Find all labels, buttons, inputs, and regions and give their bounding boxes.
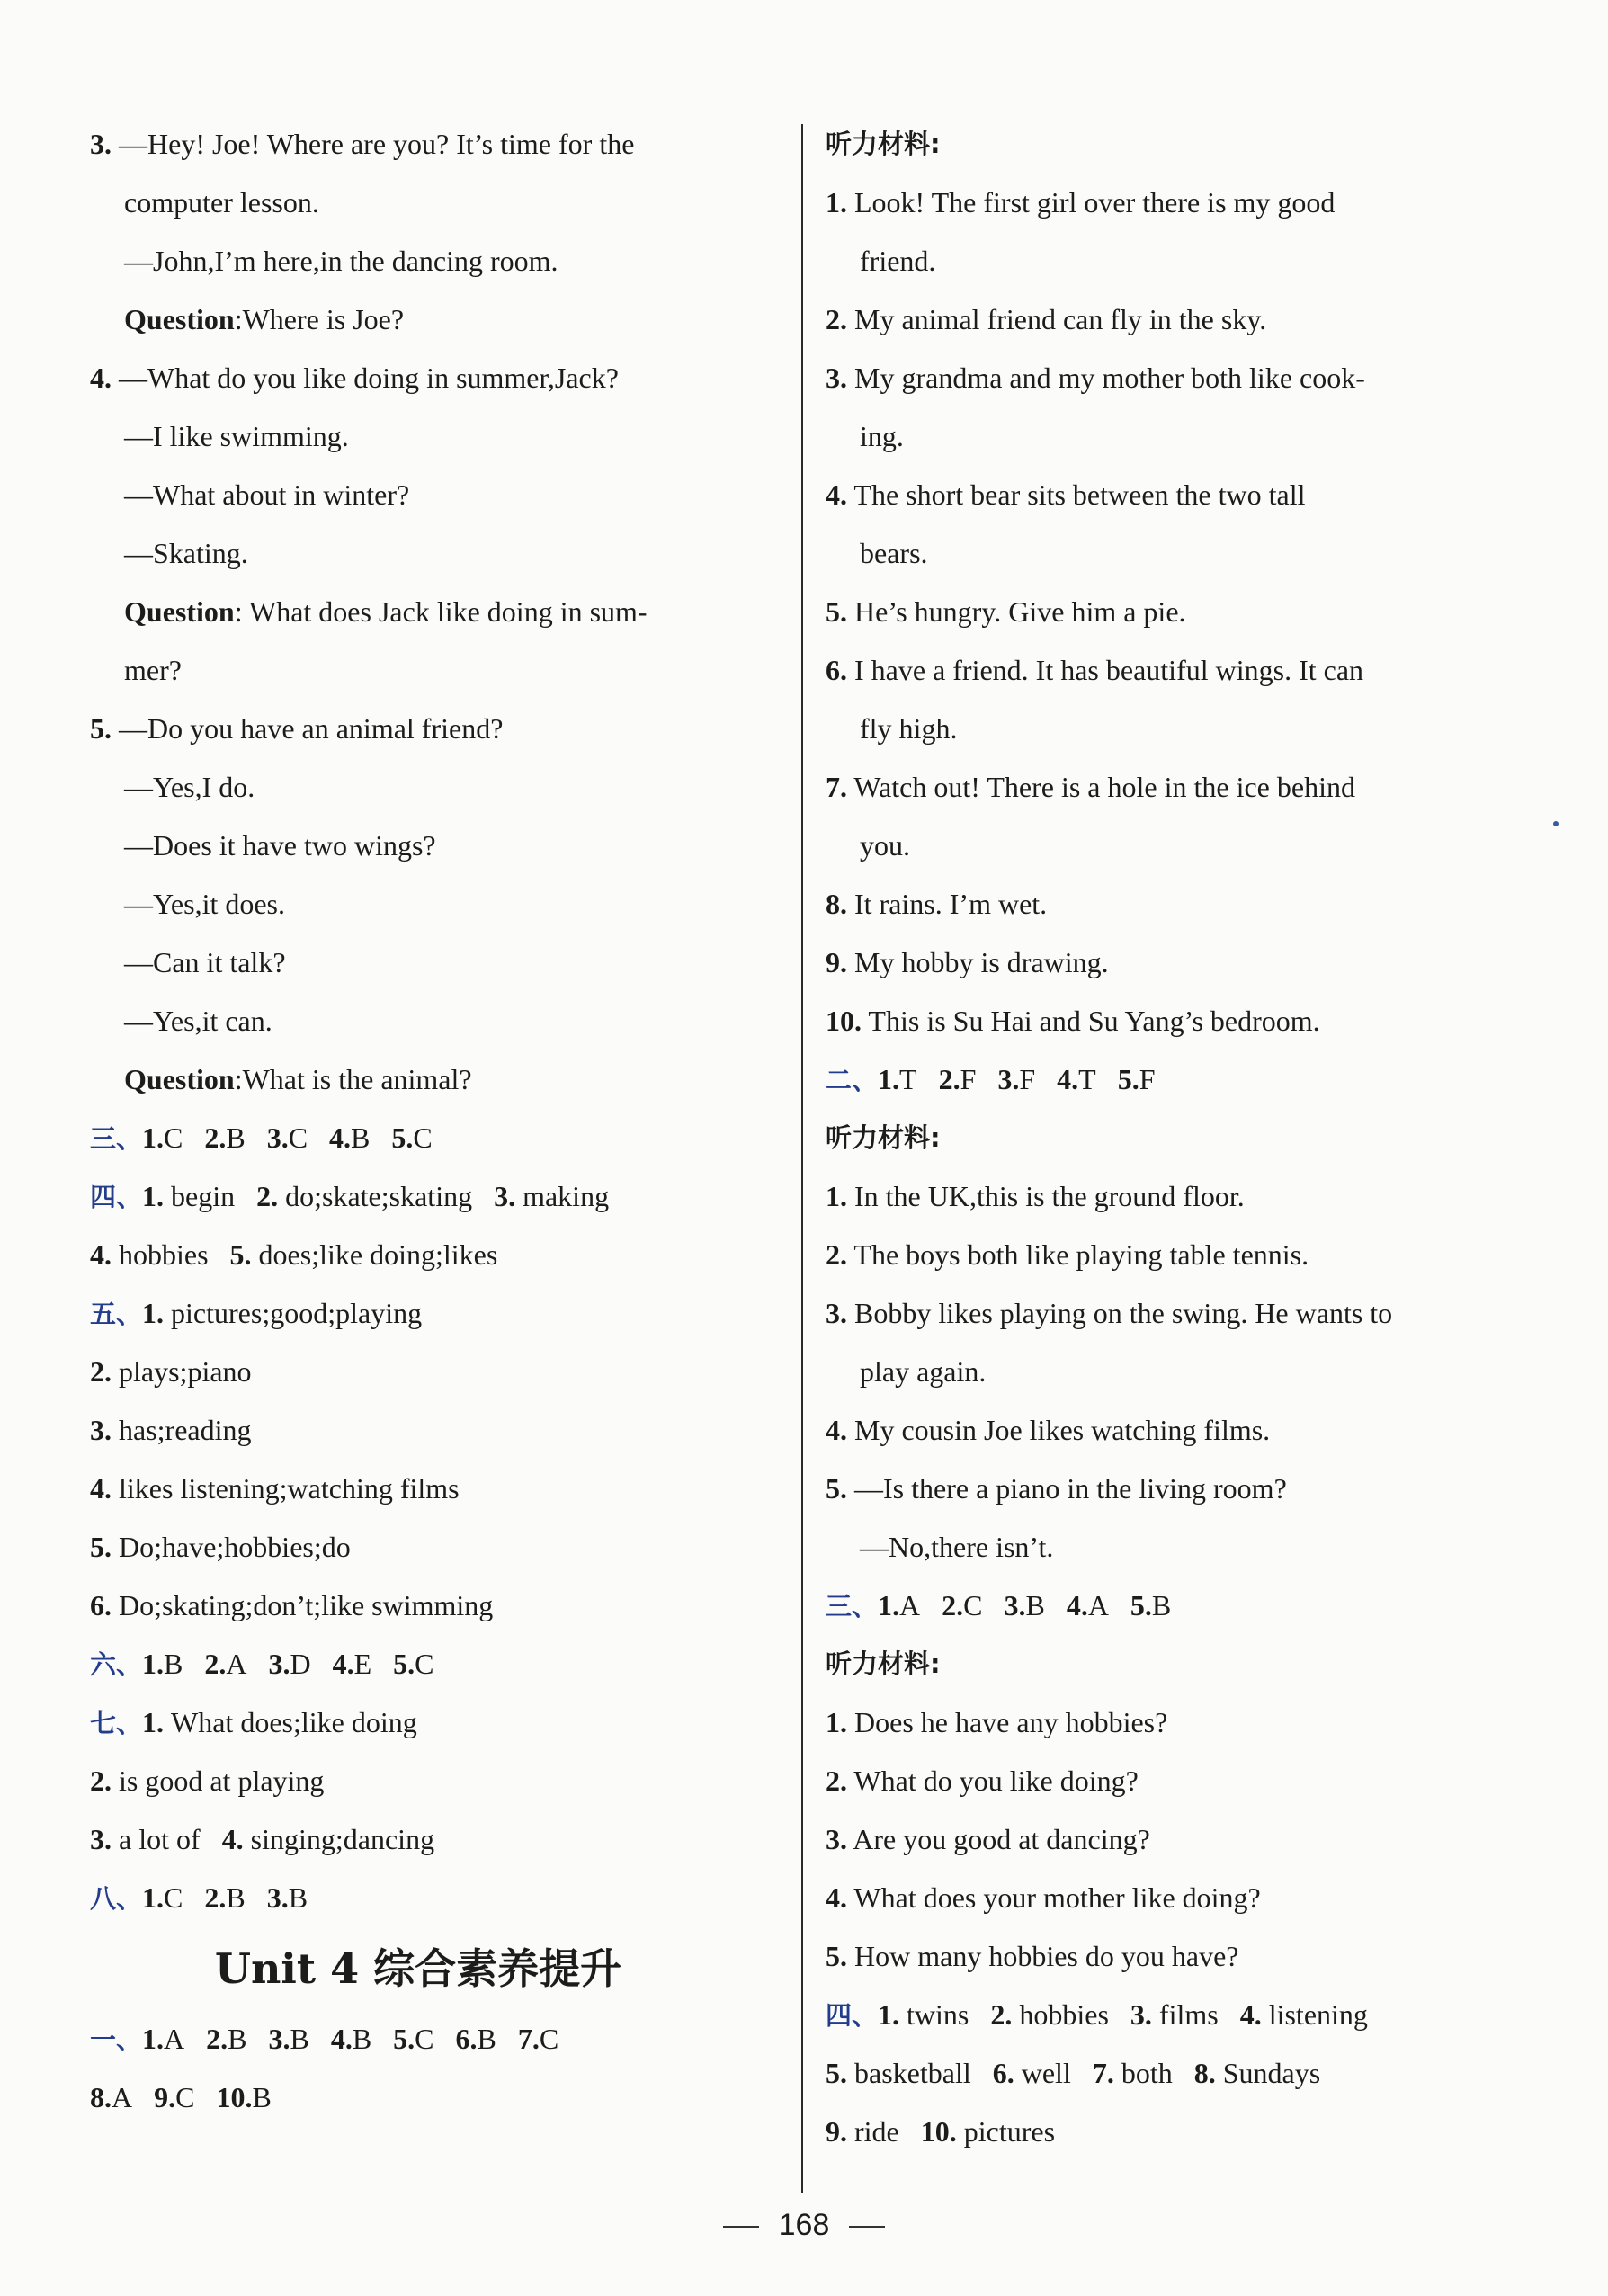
b2-item-2: 2. The boys both like playing table tennis. (826, 1238, 1309, 1271)
right-section-3: 三、1.A 2.C 3.B 4.A 5.B (826, 1589, 1172, 1621)
q3-question: Question:Where is Joe? (124, 303, 405, 335)
b1-item-7: 7. Watch out! There is a hole in the ice behind (826, 771, 1355, 803)
column-divider (801, 124, 803, 2193)
left-section-4-row-2: 4. hobbies 5. does;like doing;likes (90, 1238, 498, 1271)
q4-question-cont: mer? (124, 654, 182, 686)
b3-item-4: 4. What does your mother like doing? (826, 1881, 1261, 1914)
b1-item-7-cont: you. (860, 829, 910, 862)
q3-line-3: —John,I’m here,in the dancing room. (124, 245, 558, 277)
left-section-4-row-1: 四、1. begin 2. do;skate;skating 3. making (90, 1180, 610, 1212)
q5-line-2: —Yes,I do. (124, 771, 255, 803)
unit-title: Unit 4 综合素养提升 (214, 1944, 622, 1993)
b1-item-1-cont: friend. (860, 245, 936, 277)
left-section-5-row-1: 五、1. pictures;good;playing (90, 1297, 423, 1329)
b1-item-3-cont: ing. (860, 420, 904, 452)
page-number: 168 (0, 2208, 1608, 2243)
left-section-5-row-4: 4. likes listening;watching films (90, 1472, 460, 1505)
b1-item-6: 6. I have a friend. It has beautiful wings. It can (826, 654, 1364, 686)
left-section-5-row-6: 6. Do;skating;don’t;like swimming (90, 1589, 494, 1621)
right-section-4-row-1: 四、1. twins 2. hobbies 3. films 4. listening (826, 1998, 1368, 2031)
q4-question: Question: What does Jack like doing in sum- (124, 595, 648, 628)
q5-question: Question:What is the animal? (124, 1063, 472, 1095)
left-section-7-row-2: 2. is good at playing (90, 1764, 325, 1797)
right-section-4-row-2: 5. basketball 6. well 7. both 8. Sundays (826, 2057, 1321, 2089)
page-number-dash-right (849, 2226, 885, 2228)
b2-item-4: 4. My cousin Joe likes watching films. (826, 1414, 1271, 1446)
b2-item-5-cont: —No,there isn’t. (860, 1531, 1054, 1563)
b1-item-5: 5. He’s hungry. Give him a pie. (826, 595, 1186, 628)
left-column (90, 115, 782, 2127)
b1-item-1: 1. Look! The first girl over there is my good (826, 186, 1336, 219)
b2-item-1: 1. In the UK,this is the ground floor. (826, 1180, 1245, 1212)
left-section-1-row-1: 一、1.A 2.B 3.B 4.B 5.C 6.B 7.C (90, 2023, 559, 2055)
page-number-dash-left (723, 2226, 759, 2228)
b1-item-8: 8. It rains. I’m wet. (826, 888, 1048, 920)
b1-item-6-cont: fly high. (860, 712, 958, 745)
b1-item-2: 2. My animal friend can fly in the sky. (826, 303, 1267, 335)
q5-line-6: —Yes,it can. (124, 1005, 272, 1037)
b3-item-5: 5. How many hobbies do you have? (826, 1940, 1239, 1972)
q4-line-1: 4. —What do you like doing in summer,Jack? (90, 362, 619, 394)
stray-dot (1553, 821, 1559, 826)
left-section-5-row-2: 2. plays;piano (90, 1355, 252, 1388)
b2-item-5: 5. —Is there a piano in the living room? (826, 1472, 1287, 1505)
left-section-7-row-3: 3. a lot of 4. singing;dancing (90, 1823, 435, 1855)
left-section-1-row-2: 8.A 9.C 10.B (90, 2081, 272, 2113)
left-section-7-row-1: 七、1. What does;like doing (90, 1706, 417, 1738)
q4-line-2: —I like swimming. (124, 420, 349, 452)
listening-heading-3: 听力材料: (826, 1648, 941, 1679)
b1-item-9: 9. My hobby is drawing. (826, 946, 1109, 978)
left-section-8: 八、1.C 2.B 3.B (90, 1881, 308, 1914)
b1-item-3: 3. My grandma and my mother both like cook- (826, 362, 1365, 394)
left-section-5-row-5: 5. Do;have;hobbies;do (90, 1531, 351, 1563)
b3-item-1: 1. Does he have any hobbies? (826, 1706, 1168, 1738)
q3-line-1: 3. —Hey! Joe! Where are you? It’s time for the (90, 128, 635, 160)
q3-line-2: computer lesson. (124, 186, 319, 219)
left-section-3: 三、1.C 2.B 3.C 4.B 5.C (90, 1121, 433, 1154)
right-section-2: 二、1.T 2.F 3.F 4.T 5.F (826, 1063, 1156, 1095)
q5-line-3: —Does it have two wings? (124, 829, 436, 862)
q5-line-1: 5. —Do you have an animal friend? (90, 712, 504, 745)
q5-line-5: —Can it talk? (124, 946, 286, 978)
right-column (826, 115, 1520, 2161)
q5-line-4: —Yes,it does. (124, 888, 285, 920)
b1-item-4-cont: bears. (860, 537, 928, 569)
right-section-4-row-3: 9. ride 10. pictures (826, 2115, 1056, 2148)
b1-item-4: 4. The short bear sits between the two tall (826, 478, 1306, 511)
b1-item-10: 10. This is Su Hai and Su Yang’s bedroom. (826, 1005, 1320, 1037)
b2-item-3: 3. Bobby likes playing on the swing. He wants to (826, 1297, 1393, 1329)
listening-heading-1: 听力材料: (826, 129, 941, 159)
b2-item-3-cont: play again. (860, 1355, 987, 1388)
q4-line-3: —What about in winter? (124, 478, 410, 511)
q4-line-4: —Skating. (124, 537, 248, 569)
listening-heading-2: 听力材料: (826, 1122, 941, 1153)
left-section-6: 六、1.B 2.A 3.D 4.E 5.C (90, 1648, 434, 1680)
left-section-5-row-3: 3. has;reading (90, 1414, 252, 1446)
b3-item-2: 2. What do you like doing? (826, 1764, 1139, 1797)
b3-item-3: 3. Are you good at dancing? (826, 1823, 1150, 1855)
